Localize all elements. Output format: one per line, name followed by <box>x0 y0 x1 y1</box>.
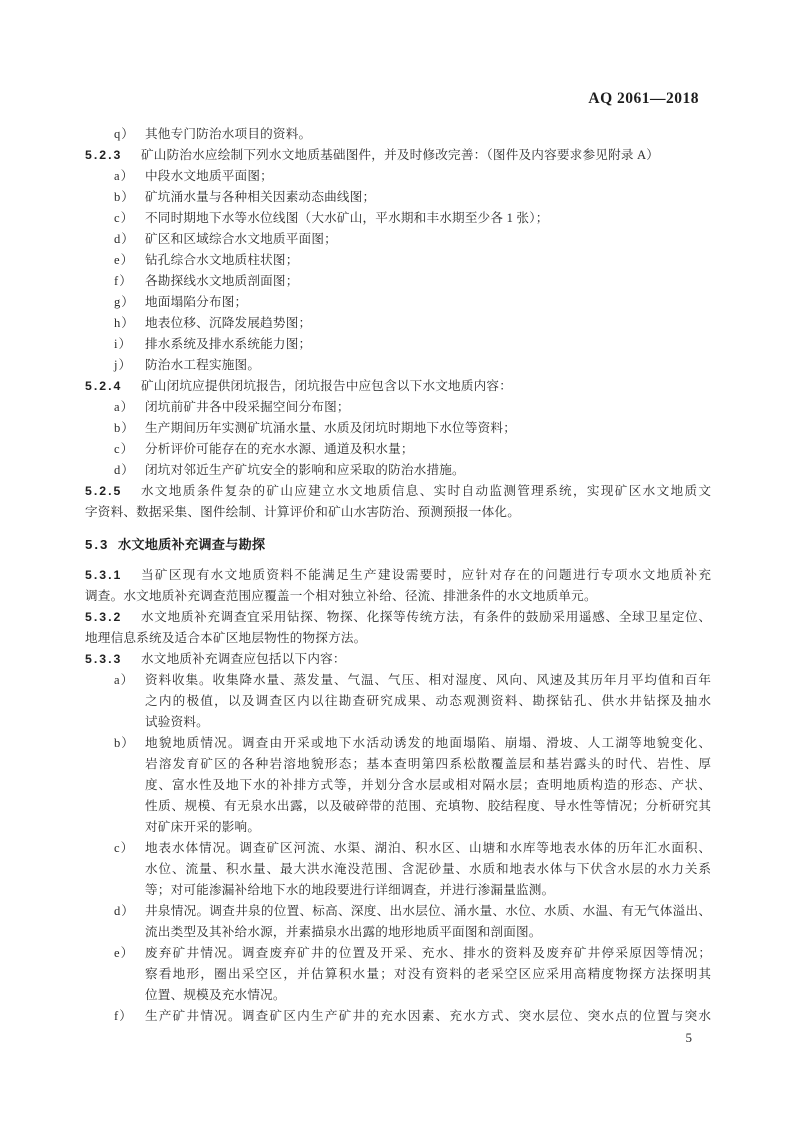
line-continuation <box>85 586 711 607</box>
line-q <box>85 124 711 145</box>
item-letter: a） <box>114 673 135 687</box>
line-5.3 <box>85 534 711 555</box>
line-5.3.3 <box>85 649 711 670</box>
line-text: 地理信息系统及适合本矿区地层物性的物探方法。 <box>85 631 367 645</box>
line-text: 水文地质条件复杂的矿山应建立水文地质信息、实时自动监测管理系统，实现矿区水文地质文 <box>141 484 711 498</box>
line-text: 矿山防治水应绘制下列水文地质基础图件，并及时修改完善：（图件及内容要求参见附录 A） <box>141 148 660 162</box>
line-text: 地表水体情况。调查矿区河流、水渠、湖泊、积水区、山塘和水库等地表水体的历年汇水面积、 <box>145 841 711 855</box>
line-b <box>85 733 711 754</box>
line-text: 度、富水性及地下水的补排方式等，并划分含水层或相对隔水层；查明地质构造的形态、产状、 <box>145 778 711 792</box>
line-d <box>85 460 711 481</box>
item-letter: a） <box>114 169 135 183</box>
line-text: 地面塌陷分布图； <box>145 295 248 309</box>
line-text: 井泉情况。调查井泉的位置、标高、深度、出水层位、涌水量、水位、水质、水温、有无气体溢出、 <box>145 904 711 918</box>
line-5.2.5 <box>85 481 711 502</box>
line-text: 当矿区现有水文地质资料不能满足生产建设需要时，应针对存在的问题进行专项水文地质补充 <box>141 568 711 582</box>
line-continuation <box>85 985 711 1006</box>
line-continuation <box>85 775 711 796</box>
line-text: 矿坑涌水量与各种相关因素动态曲线图； <box>145 190 376 204</box>
line-text: 水文地质补充调查应包括以下内容： <box>141 652 346 666</box>
line-i <box>85 334 711 355</box>
standard-number: AQ 2061—2018 <box>588 90 699 107</box>
line-text: 矿区和区域综合水文地质平面图； <box>145 232 337 246</box>
line-text: 排水系统及排水系统能力图； <box>145 337 312 351</box>
clause-number: 5.3.3 <box>85 652 123 666</box>
item-letter: c） <box>114 211 135 225</box>
line-text: 地貌地质情况。调查由开采或地下水活动诱发的地面塌陷、崩塌、滑坡、人工湖等地貌变化、 <box>145 736 711 750</box>
item-letter: f） <box>114 274 133 288</box>
line-text: 闭坑对邻近生产矿坑安全的影响和应采取的防治水措施。 <box>145 463 465 477</box>
line-e <box>85 250 711 271</box>
line-text: 各勘探线水文地质剖面图； <box>145 274 299 288</box>
line-a <box>85 397 711 418</box>
line-5.3.1 <box>85 565 711 586</box>
line-text: 等；对可能渗漏补给地下水的地段要进行详细调查，并进行渗漏量监测。 <box>145 883 555 897</box>
item-letter: d） <box>114 232 135 246</box>
item-letter: f） <box>114 1009 133 1023</box>
line-text: 察看地形，圈出采空区，并估算积水量；对没有资料的老采空区应采用高精度物探方法探明其 <box>145 967 711 981</box>
line-continuation <box>85 922 711 943</box>
line-text: 钻孔综合水文地质柱状图； <box>145 253 299 267</box>
line-text: 防治水工程实施图。 <box>145 358 261 372</box>
line-text: 岩溶发育矿区的各种岩溶地貌形态；基本查明第四系松散覆盖层和基岩露头的时代、岩性、厚 <box>145 757 711 771</box>
line-5.2.4 <box>85 376 711 397</box>
item-letter: b） <box>114 190 135 204</box>
line-text: 闭坑前矿井各中段采掘空间分布图； <box>145 400 350 414</box>
line-text: 资料收集。收集降水量、蒸发量、气温、气压、相对湿度、风向、风速及其历年月平均值和百年 <box>145 673 711 687</box>
line-text: 矿山闭坑应提供闭坑报告，闭坑报告中应包含以下水文地质内容： <box>141 379 513 393</box>
line-text: 其他专门防治水项目的资料。 <box>145 127 312 141</box>
item-letter: b） <box>114 421 135 435</box>
line-c <box>85 208 711 229</box>
line-text: 流出类型及其补给水源，并素描泉水出露的地形地质平面图和剖面图。 <box>145 925 542 939</box>
line-h <box>85 313 711 334</box>
line-5.3.2 <box>85 607 711 628</box>
item-letter: a） <box>114 400 135 414</box>
line-text: 字资料、数据采集、图件绘制、计算评价和矿山水害防治、预测预报一体化。 <box>85 505 520 519</box>
line-text: 中段水文地质平面图； <box>145 169 273 183</box>
line-continuation <box>85 502 711 523</box>
line-5.2.3 <box>85 145 711 166</box>
line-b <box>85 418 711 439</box>
item-letter: d） <box>114 463 135 477</box>
line-f <box>85 271 711 292</box>
item-letter: i） <box>114 337 133 351</box>
line-text: 生产矿井情况。调查矿区内生产矿井的充水因素、充水方式、突水层位、突水点的位置与突水 <box>145 1009 711 1023</box>
clause-number: 5.2.3 <box>85 148 123 162</box>
item-letter: d） <box>114 904 135 918</box>
line-text: 性质、规模、有无泉水出露，以及破碎带的范围、充填物、胶结程度、导水性等情况；分析研究其 <box>145 799 711 813</box>
item-letter: q） <box>114 127 135 141</box>
item-letter: c） <box>114 442 135 456</box>
clause-number: 5.3.2 <box>85 610 123 624</box>
line-text: 对矿床开采的影响。 <box>145 820 261 834</box>
document-body <box>85 124 711 1027</box>
line-text: 分析评价可能存在的充水水源、通道及积水量； <box>145 442 414 456</box>
line-g <box>85 292 711 313</box>
line-text: 废弃矿井情况。调查废弃矿井的位置及开采、充水、排水的资料及废弃矿井停采原因等情况； <box>145 946 711 960</box>
line-text: 不同时期地下水等水位线图（大水矿山，平水期和丰水期至少各 1 张）； <box>145 211 549 225</box>
line-continuation <box>85 817 711 838</box>
clause-number: 5.3.1 <box>85 568 123 582</box>
line-continuation <box>85 691 711 712</box>
item-letter: b） <box>114 736 135 750</box>
item-letter: j） <box>114 358 133 372</box>
clause-number: 5.3 <box>85 537 110 552</box>
line-a <box>85 166 711 187</box>
line-text: 位置、规模及充水情况。 <box>145 988 286 1002</box>
line-continuation <box>85 859 711 880</box>
item-letter: e） <box>114 253 135 267</box>
line-text: 生产期间历年实测矿坑涌水量、水质及闭坑时期地下水位等资料； <box>145 421 517 435</box>
line-e <box>85 943 711 964</box>
line-text: 水文地质补充调查宜采用钻探、物探、化探等传统方法，有条件的鼓励采用遥感、全球卫星定位、 <box>141 610 711 624</box>
line-text: 调查。水文地质补充调查范围应覆盖一个相对独立补给、径流、排泄条件的水文地质单元。 <box>85 589 597 603</box>
line-c <box>85 439 711 460</box>
line-f <box>85 1006 711 1027</box>
line-text: 水位、流量、积水量、最大洪水淹没范围、含泥砂量、水质和地表水体与下伏含水层的水力关系 <box>145 862 711 876</box>
item-letter: h） <box>114 316 135 330</box>
page-number: 5 <box>685 1030 692 1045</box>
line-continuation <box>85 964 711 985</box>
clause-number: 5.2.5 <box>85 484 123 498</box>
line-text: 水文地质补充调查与勘探 <box>118 537 266 552</box>
line-c <box>85 838 711 859</box>
item-letter: g） <box>114 295 135 309</box>
line-j <box>85 355 711 376</box>
line-continuation <box>85 712 711 733</box>
clause-number: 5.2.4 <box>85 379 123 393</box>
line-a <box>85 670 711 691</box>
line-d <box>85 901 711 922</box>
item-letter: c） <box>114 841 135 855</box>
line-b <box>85 187 711 208</box>
line-continuation <box>85 754 711 775</box>
line-continuation <box>85 796 711 817</box>
line-text: 地表位移、沉降发展趋势图； <box>145 316 312 330</box>
line-text: 之内的极值，以及调查区内以往勘查研究成果、动态观测资料、勘探钻孔、供水井钻探及抽水 <box>145 694 711 708</box>
line-text: 试验资料。 <box>145 715 209 729</box>
line-continuation <box>85 880 711 901</box>
item-letter: e） <box>114 946 135 960</box>
line-continuation <box>85 628 711 649</box>
line-d <box>85 229 711 250</box>
